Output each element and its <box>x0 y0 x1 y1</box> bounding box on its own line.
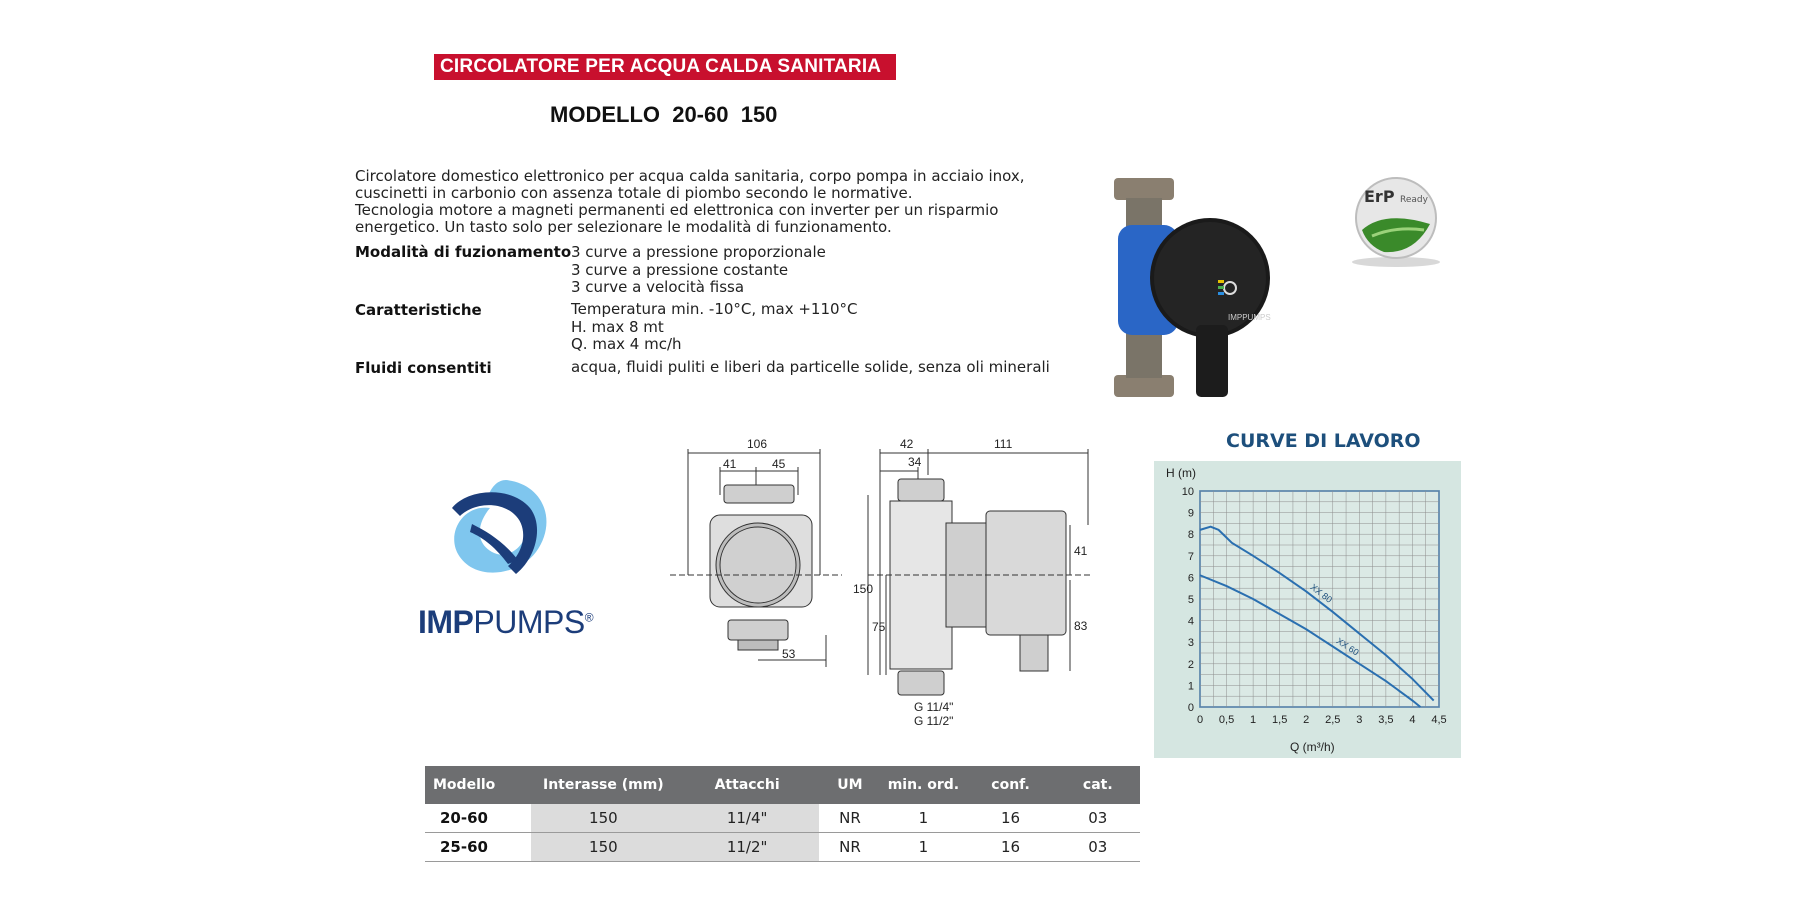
y-tick-label: 10 <box>1181 486 1194 498</box>
table-header: Modello <box>425 766 531 804</box>
x-tick-label: 3 <box>1356 714 1363 726</box>
dim-label: 150 <box>853 582 874 596</box>
x-tick-label: 4 <box>1409 714 1416 726</box>
y-tick-label: 7 <box>1187 550 1194 563</box>
series-label: XX 60 <box>1334 635 1361 658</box>
spec-value: 3 curve a pressione costante <box>571 260 789 279</box>
dim-label: 41 <box>723 457 737 471</box>
registered-mark: ® <box>584 610 594 625</box>
x-tick-label: 1 <box>1250 714 1257 726</box>
description-line: Circolatore domestico elettronico per acqua calda sanitaria, corpo pompa in acciaio inox, <box>355 167 1025 185</box>
table-cell: 03 <box>1056 804 1140 833</box>
thread-label: G 11/4" <box>914 700 954 714</box>
y-tick-label: 5 <box>1187 594 1194 606</box>
product-description <box>355 168 1065 236</box>
description-line: energetico. Un tasto solo per selezionare le modalità di funzionamento. <box>355 218 892 236</box>
erp-text: ErP <box>1364 187 1395 206</box>
dim-label: 111 <box>994 437 1013 451</box>
dim-label: 106 <box>747 437 768 451</box>
dim-label: 53 <box>782 647 796 661</box>
brand-wordmark <box>418 604 593 641</box>
spec-value: Temperatura min. -10°C, max +110°C <box>571 300 858 318</box>
table-cell: 1 <box>881 804 965 833</box>
table-cell: 11/4" <box>676 804 819 833</box>
x-tick-label: 2,5 <box>1325 714 1341 726</box>
dim-label: 34 <box>908 455 922 469</box>
table-header: min. ord. <box>881 766 965 804</box>
table-row <box>425 804 1140 833</box>
y-tick-label: 6 <box>1187 572 1194 585</box>
table-cell: NR <box>819 804 882 833</box>
table-cell: 16 <box>966 833 1056 862</box>
table-cell: NR <box>819 833 882 862</box>
spec-label-features: Caratteristiche <box>355 301 482 319</box>
spec-values-features <box>571 301 858 354</box>
y-tick-label: 0 <box>1187 702 1194 714</box>
pump-photo <box>1098 170 1298 420</box>
dim-label: 83 <box>1074 619 1088 633</box>
dim-label: 45 <box>772 457 786 471</box>
table-header: conf. <box>966 766 1056 804</box>
table-header: cat. <box>1056 766 1140 804</box>
dim-label: 75 <box>872 620 886 634</box>
y-tick-label: 1 <box>1187 680 1194 693</box>
table-cell: 11/2" <box>676 833 819 862</box>
table-cell-model: 25-60 <box>425 833 531 862</box>
y-tick-label: 3 <box>1187 637 1194 650</box>
x-tick-label: 1,5 <box>1272 714 1288 726</box>
brand-wordmark-bold: IMP <box>418 604 474 640</box>
table-cell: 150 <box>531 833 675 862</box>
x-tick-label: 0,5 <box>1218 714 1235 726</box>
technical-drawing <box>660 435 1115 735</box>
x-tick-label: 3,5 <box>1378 714 1394 726</box>
y-tick-label: 2 <box>1187 658 1194 671</box>
x-tick-label: 4,5 <box>1431 714 1447 726</box>
performance-chart <box>1154 461 1461 758</box>
y-tick-label: 9 <box>1187 507 1194 520</box>
spec-label-mode: Modalità di fuzionamento <box>355 243 572 261</box>
table-header-row <box>425 766 1140 804</box>
chart-title: CURVE DI LAVORO <box>1226 430 1421 452</box>
table-cell: 03 <box>1056 833 1140 862</box>
table-row <box>425 833 1140 862</box>
description-line: cuscinetti in carbonio con assenza totale di piombo secondo le normative. <box>355 184 913 202</box>
dim-label: 41 <box>1074 544 1088 558</box>
x-tick-label: 0 <box>1196 714 1204 726</box>
brand-wordmark-light: PUMPS <box>473 604 585 640</box>
description-line: Tecnologia motore a magneti permanenti ed elettronica con inverter per un risparmio <box>355 201 999 219</box>
table-header: Attacchi <box>676 766 819 804</box>
table-header: UM <box>819 766 882 804</box>
section-banner: CIRCOLATORE PER ACQUA CALDA SANITARIA <box>434 54 896 80</box>
model-title: MODELLO 20-60 150 <box>550 102 778 127</box>
y-tick-label: 4 <box>1187 615 1194 628</box>
imp-logo-mark <box>448 478 568 596</box>
table-cell: 1 <box>881 833 965 862</box>
thread-label: G 11/2" <box>914 714 954 728</box>
spec-value-fluids: acqua, fluidi puliti e liberi da particelle solide, senza oli minerali <box>571 358 1050 376</box>
spec-value: Q. max 4 mc/h <box>571 335 682 353</box>
spec-values-mode <box>571 244 826 297</box>
spec-value: 3 curve a pressione proporzionale <box>571 243 826 261</box>
table-header: Interasse (mm) <box>531 766 675 804</box>
erp-ready-badge <box>1344 170 1454 275</box>
svg-text:IMPPUMPS: IMPPUMPS <box>1228 313 1271 322</box>
table-cell-model: 20-60 <box>425 804 531 833</box>
erp-ready-text: Ready <box>1400 195 1428 205</box>
product-table <box>425 766 1140 862</box>
dim-label: 42 <box>900 437 914 451</box>
y-tick-label: 8 <box>1187 529 1194 542</box>
spec-label-fluids: Fluidi consentiti <box>355 359 492 377</box>
x-tick-label: 2 <box>1303 714 1310 726</box>
spec-value: 3 curve a velocità fissa <box>571 278 745 296</box>
table-cell: 150 <box>531 804 675 833</box>
spec-value: H. max 8 mt <box>571 317 664 336</box>
table-cell: 16 <box>966 804 1056 833</box>
series-label: XX 80 <box>1308 581 1335 605</box>
chart-xlabel: Q (m³/h) <box>1290 740 1335 754</box>
chart-ylabel: H (m) <box>1166 466 1196 480</box>
